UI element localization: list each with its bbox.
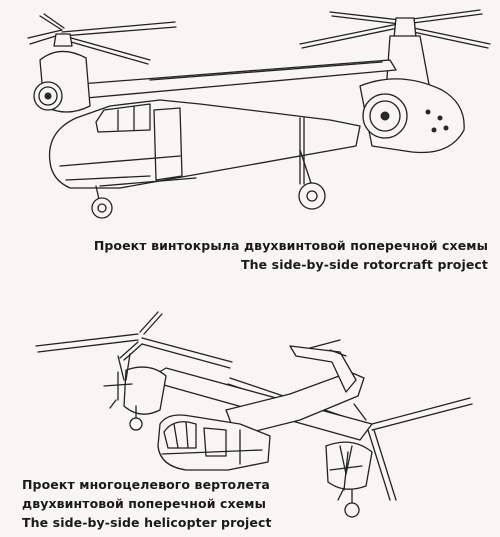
rotorcraft-caption-en: The side-by-side rotorcraft project xyxy=(241,257,488,272)
helicopter-caption-en: The side-by-side helicopter project xyxy=(22,515,272,530)
helicopter-caption-ru-2: двухвинтовой поперечной схемы xyxy=(22,496,267,511)
helicopter-nacelle-left xyxy=(104,354,166,430)
rotorcraft-caption-ru: Проект винтокрыла двухвинтовой поперечной схемы xyxy=(93,238,488,253)
helicopter-caption xyxy=(22,475,272,532)
helicopter-nacelle-right xyxy=(326,442,372,517)
rotorcraft-caption xyxy=(94,236,488,274)
helicopter-caption-ru-1: Проект многоцелевого вертолета xyxy=(22,477,270,492)
